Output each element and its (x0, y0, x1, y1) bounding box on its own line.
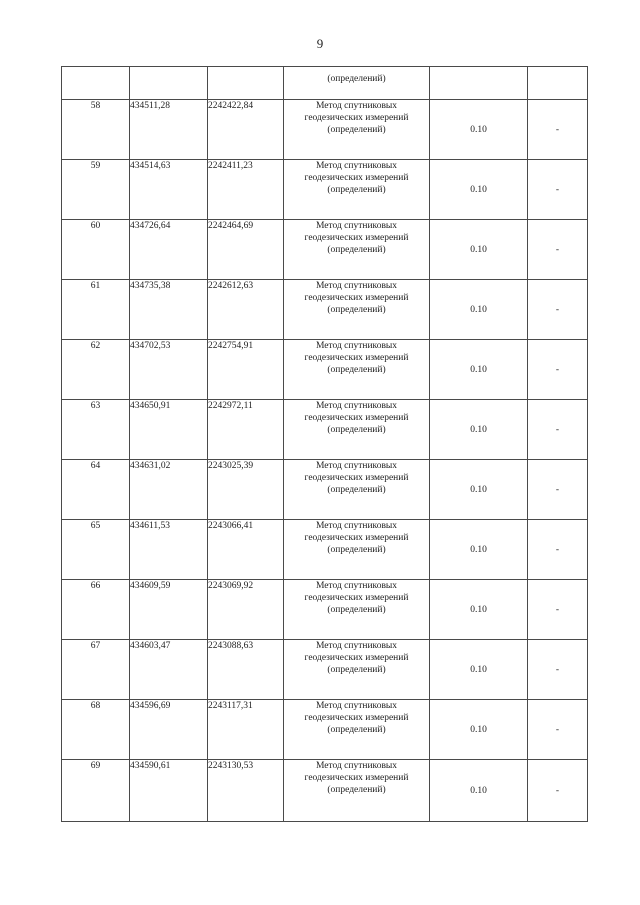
cell-accuracy: 0.10 (430, 220, 528, 280)
table-row (62, 160, 588, 220)
table-row (62, 280, 588, 340)
table-body (62, 67, 588, 822)
cell-point-number: 66 (62, 580, 130, 640)
cell-method (284, 640, 430, 700)
cell-y: 2243130,53 (208, 760, 284, 822)
cell-note: - (528, 700, 588, 760)
method-line: (определений) (327, 125, 386, 135)
cell-note: - (528, 400, 588, 460)
method-line: Метод спутниковых (315, 701, 398, 711)
method-line: (определений) (327, 725, 386, 735)
method-line: Метод спутниковых (315, 161, 398, 171)
table-row (62, 460, 588, 520)
method-line: геодезических измерений (304, 113, 409, 123)
cell-accuracy: 0.10 (430, 760, 528, 822)
cell-point-number: 67 (62, 640, 130, 700)
cell-x: 434609,59 (130, 580, 208, 640)
cell-x: 434735,38 (130, 280, 208, 340)
cell-x: 434603,47 (130, 640, 208, 700)
cell-accuracy: 0.10 (430, 100, 528, 160)
cell-point-number: 68 (62, 700, 130, 760)
cell-method: (определений) (284, 67, 430, 100)
method-line: (определений) (327, 665, 386, 675)
cell-note: - (528, 280, 588, 340)
method-line: Метод спутниковых (315, 761, 398, 771)
cell-note: - (528, 760, 588, 822)
cell-y: 2243066,41 (208, 520, 284, 580)
cell-y: 2243025,39 (208, 460, 284, 520)
method-line: Метод спутниковых (315, 521, 398, 531)
table-row (62, 640, 588, 700)
method-line: геодезических измерений (304, 293, 409, 303)
table-row (62, 760, 588, 822)
cell-method (284, 100, 430, 160)
cell-y: 2242972,11 (208, 400, 284, 460)
method-line: (определений) (327, 425, 386, 435)
cell-point-number: 63 (62, 400, 130, 460)
table-row (62, 700, 588, 760)
cell-y: 2242612,63 (208, 280, 284, 340)
cell-accuracy: 0.10 (430, 700, 528, 760)
cell-point-number: 61 (62, 280, 130, 340)
method-line: геодезических измерений (304, 773, 409, 783)
cell-point-number: 59 (62, 160, 130, 220)
cell-accuracy: 0.10 (430, 640, 528, 700)
method-line: геодезических измерений (304, 173, 409, 183)
cell-accuracy: 0.10 (430, 280, 528, 340)
cell-method (284, 700, 430, 760)
method-line: (определений) (327, 605, 386, 615)
method-line: Метод спутниковых (315, 281, 398, 291)
cell-y: 2242422,84 (208, 100, 284, 160)
cell-x: 434611,53 (130, 520, 208, 580)
method-line: (определений) (327, 545, 386, 555)
page-number: 9 (316, 36, 324, 51)
cell-note (528, 67, 588, 100)
cell-accuracy: 0.10 (430, 520, 528, 580)
table-row (62, 580, 588, 640)
method-line: Метод спутниковых (315, 641, 398, 651)
method-line: (определений) (327, 245, 386, 255)
cell-point-number: 65 (62, 520, 130, 580)
cell-method (284, 580, 430, 640)
method-line: геодезических измерений (304, 413, 409, 423)
cell-point-number: 58 (62, 100, 130, 160)
method-line: Метод спутниковых (315, 101, 398, 111)
method-line: (определений) (327, 485, 386, 495)
cell-method (284, 400, 430, 460)
method-line: геодезических измерений (304, 533, 409, 543)
table-row (62, 340, 588, 400)
method-line: геодезических измерений (304, 593, 409, 603)
cell-x: 434726,64 (130, 220, 208, 280)
cell-y: 2242464,69 (208, 220, 284, 280)
cell-point-number: 64 (62, 460, 130, 520)
method-line: геодезических измерений (304, 233, 409, 243)
cell-method (284, 520, 430, 580)
cell-method (284, 760, 430, 822)
cell-x: 434631,02 (130, 460, 208, 520)
cell-x: 434596,69 (130, 700, 208, 760)
cell-y: 2242411,23 (208, 160, 284, 220)
cell-point-number: 60 (62, 220, 130, 280)
method-line: (определений) (327, 185, 386, 195)
method-line: (определений) (327, 365, 386, 375)
cell-point-number: 69 (62, 760, 130, 822)
method-line: Метод спутниковых (315, 401, 398, 411)
cell-y: 2243117,31 (208, 700, 284, 760)
cell-method (284, 160, 430, 220)
table-row (62, 520, 588, 580)
method-line: геодезических измерений (304, 353, 409, 363)
cell-accuracy: 0.10 (430, 460, 528, 520)
cell-method (284, 460, 430, 520)
method-line: Метод спутниковых (315, 581, 398, 591)
cell-x (130, 67, 208, 100)
cell-accuracy (430, 67, 528, 100)
cell-note: - (528, 220, 588, 280)
method-line: Метод спутниковых (315, 341, 398, 351)
cell-note: - (528, 340, 588, 400)
cell-method (284, 220, 430, 280)
cell-method (284, 280, 430, 340)
cell-y: 2242754,91 (208, 340, 284, 400)
cell-accuracy: 0.10 (430, 580, 528, 640)
cell-accuracy: 0.10 (430, 400, 528, 460)
cell-note: - (528, 580, 588, 640)
cell-note: - (528, 160, 588, 220)
cell-note: - (528, 460, 588, 520)
cell-y: 2243069,92 (208, 580, 284, 640)
method-line: (определений) (327, 785, 386, 795)
method-line: (определений) (327, 305, 386, 315)
cell-x: 434590,61 (130, 760, 208, 822)
table-row (62, 400, 588, 460)
method-line: Метод спутниковых (315, 221, 398, 231)
cell-note: - (528, 100, 588, 160)
cell-point-number: 62 (62, 340, 130, 400)
cell-x: 434702,53 (130, 340, 208, 400)
table-row (62, 100, 588, 160)
cell-x: 434514,63 (130, 160, 208, 220)
cell-x: 434511,28 (130, 100, 208, 160)
method-line: геодезических измерений (304, 473, 409, 483)
cell-note: - (528, 640, 588, 700)
cell-y: 2243088,63 (208, 640, 284, 700)
table-row (62, 220, 588, 280)
coordinates-table (61, 66, 588, 822)
cell-point-number (62, 67, 130, 100)
method-line: Метод спутниковых (315, 461, 398, 471)
cell-accuracy: 0.10 (430, 340, 528, 400)
method-line: геодезических измерений (304, 713, 409, 723)
cell-y (208, 67, 284, 100)
table-row-continued (62, 67, 588, 100)
cell-x: 434650,91 (130, 400, 208, 460)
cell-note: - (528, 520, 588, 580)
method-line: геодезических измерений (304, 653, 409, 663)
cell-accuracy: 0.10 (430, 160, 528, 220)
cell-method (284, 340, 430, 400)
